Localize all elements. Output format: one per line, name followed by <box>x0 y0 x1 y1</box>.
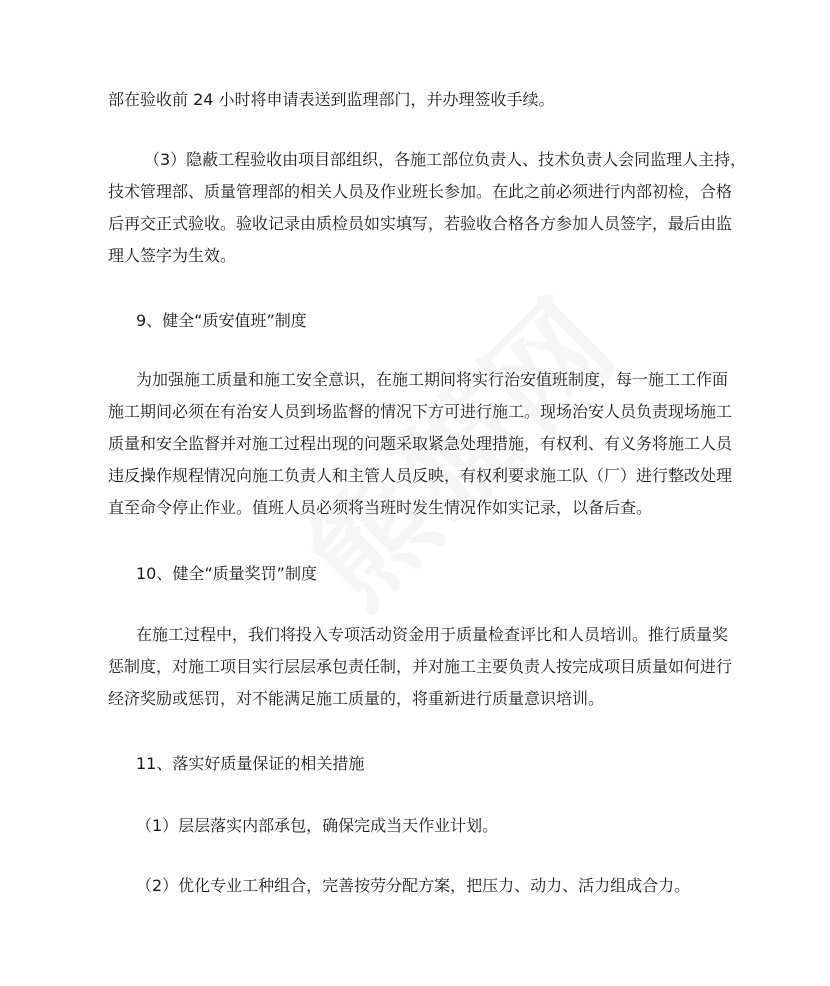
heading-text: 11、落实好质量保证的相关措施 <box>136 754 365 773</box>
list-item-2 <box>108 870 728 902</box>
text-line: 经济奖励或惩罚，对不能满足施工质量的，将重新进行质量意识培训。 <box>108 689 605 708</box>
section-heading-10 <box>108 558 728 590</box>
paragraph-continuation <box>108 84 728 116</box>
section-heading-9 <box>108 305 728 337</box>
text-line: 部在验收前 24 小时将申请表送到监理部门，并办理签收手续。 <box>108 90 555 109</box>
section-heading-11 <box>108 748 728 780</box>
text-line: （3）隐蔽工程验收由项目部组织，各施工部位负责人、技术负责人会同监理人主持， <box>144 150 747 169</box>
text-line: 理人签字为生效。 <box>108 246 237 265</box>
paragraph-reward-penalty <box>108 619 733 715</box>
text-line: （1）层层落实内部承包，确保完成当天作业计划。 <box>136 816 499 835</box>
text-line: 施工期间必须在有治安人员到场监督的情况下方可进行施工。现场治安人员负责现场施工 <box>108 402 733 421</box>
text-line: 惩制度，对施工项目实行层层承包责任制，并对施工主要负责人按完成项目质量如何进行 <box>108 657 733 676</box>
text-line: 质量和安全监督并对施工过程出现的问题采取紧急处理措施，有权利、有义务将施工人员 <box>108 434 733 453</box>
text-line: 违反操作规程情况向施工负责人和主管人员反映，有权利要求施工队（厂）进行整改处理 <box>108 466 733 485</box>
heading-text: 9、健全“质安值班”制度 <box>136 311 307 330</box>
text-line: 在施工过程中，我们将投入专项活动资金用于质量检查评比和人员培训。推行质量奖 <box>136 625 729 644</box>
heading-text: 10、健全“质量奖罚”制度 <box>136 564 317 583</box>
list-item-1 <box>108 810 728 842</box>
paragraph-duty-system <box>108 364 733 524</box>
text-line: （2）优化专业工种组合，完善按劳分配方案，把压力、动力、活力组成合力。 <box>136 876 691 895</box>
text-line: 直至命令停止作业。值班人员必须将当班时发生情况作如实记录，以备后查。 <box>108 498 653 517</box>
text-line: 技术管理部、质量管理部的相关人员及作业班长参加。在此之前必须进行内部初检，合格 <box>108 182 733 201</box>
paragraph-hidden-works-acceptance <box>108 144 747 272</box>
text-line: 后再交正式验收。验收记录由质检员如实填写，若验收合格各方参加人员签字，最后由监 <box>108 214 733 233</box>
text-line: 为加强施工质量和施工安全意识，在施工期间将实行治安值班制度，每一施工工作面 <box>136 370 729 389</box>
